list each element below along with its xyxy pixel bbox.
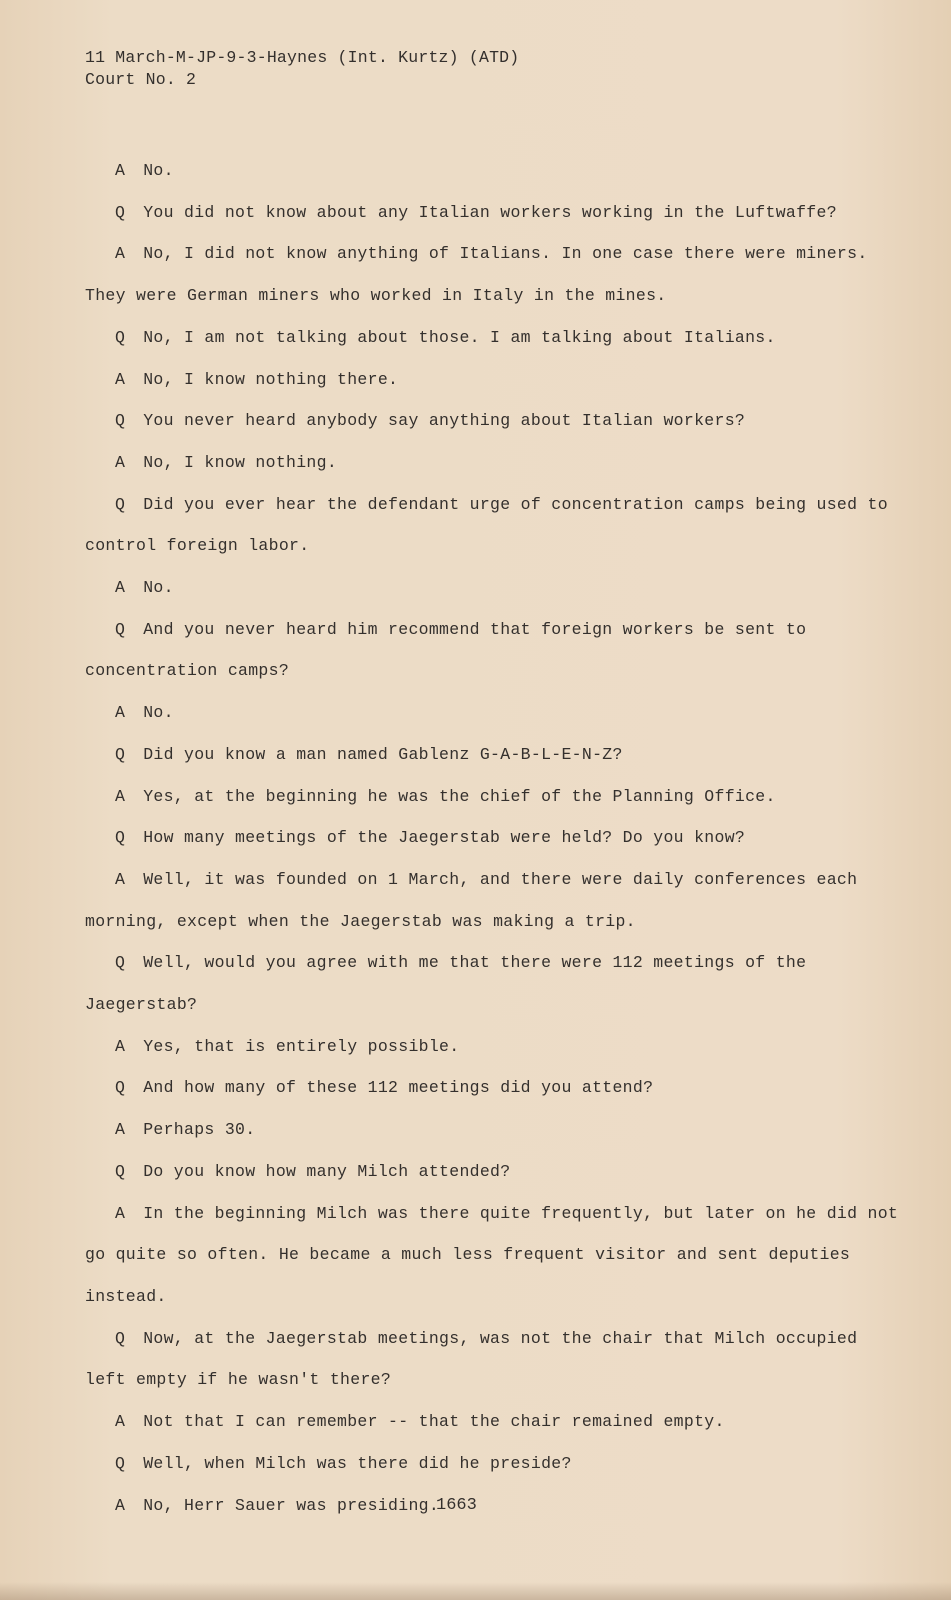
entry-text: Did you ever hear the defendant urge of concentration camps being used to control foreign labor. — [85, 494, 888, 556]
page-number: 1663 — [436, 1496, 477, 1515]
entry-text: How many meetings of the Jaegerstab were held? Do you know? — [143, 828, 746, 848]
header-court-line: Court No. 2 — [85, 70, 197, 89]
document-header — [85, 47, 519, 91]
entry-text: No, I did not know anything of Italians. In one case there were miners. They were German miners who worked in Italy in the mines. — [85, 244, 868, 306]
speaker-label: Q — [115, 1328, 126, 1348]
transcript-entry — [85, 942, 905, 1025]
transcript-entry — [85, 317, 905, 359]
speaker-label: Q — [115, 953, 126, 973]
transcript-entry — [85, 442, 905, 484]
transcript-entry — [85, 1318, 905, 1401]
entry-text: Do you know how many Milch attended? — [143, 1161, 511, 1181]
transcript-entry — [85, 359, 905, 401]
transcript-entry — [85, 150, 905, 192]
transcript-entry — [85, 233, 905, 316]
speaker-label: A — [115, 1120, 126, 1140]
speaker-label: A — [115, 1203, 126, 1223]
transcript-entry — [85, 1443, 905, 1485]
speaker-label: A — [115, 786, 126, 806]
speaker-label: A — [115, 1412, 126, 1432]
transcript-entry — [85, 776, 905, 818]
entry-text: And you never heard him recommend that foreign workers be sent to concentration camps? — [85, 619, 807, 681]
transcript-entry — [85, 734, 905, 776]
transcript-entry — [85, 567, 905, 609]
speaker-label: A — [115, 869, 126, 889]
speaker-label: A — [115, 703, 126, 723]
transcript-entry — [85, 1151, 905, 1193]
header-session-line: 11 March-M-JP-9-3-Haynes (Int. Kurtz) (ATD) — [85, 48, 520, 67]
entry-text: In the beginning Milch was there quite frequently, but later on he did not go quite so often. He became a much less frequent visitor and sent deputies instead. — [85, 1203, 899, 1306]
speaker-label: Q — [115, 494, 126, 514]
entry-text: Now, at the Jaegerstab meetings, was not the chair that Milch occupied left empty if he wasn't there? — [85, 1328, 858, 1390]
speaker-label: A — [115, 1495, 126, 1515]
transcript-entry — [85, 484, 905, 567]
transcript-entry — [85, 692, 905, 734]
transcript-entry — [85, 609, 905, 692]
entry-text: Yes, at the beginning he was the chief of the Planning Office. — [143, 786, 776, 806]
entry-text: Well, when Milch was there did he preside? — [143, 1453, 572, 1473]
transcript-entry — [85, 859, 905, 942]
speaker-label: A — [115, 369, 126, 389]
entry-text: No, I am not talking about those. I am talking about Italians. — [143, 327, 776, 347]
speaker-label: Q — [115, 1453, 126, 1473]
speaker-label: A — [115, 161, 126, 180]
transcript-entry — [85, 1485, 905, 1527]
speaker-label: A — [115, 1036, 126, 1056]
entry-text: No, I know nothing. — [143, 452, 338, 472]
entry-text: No. — [143, 161, 174, 180]
entry-text: Well, it was founded on 1 March, and there were daily conferences each morning, except when the Jaegerstab was making a trip. — [85, 869, 858, 931]
entry-text: No. — [143, 703, 174, 723]
speaker-label: Q — [115, 619, 126, 639]
speaker-label: Q — [115, 744, 126, 764]
transcript-entry — [85, 192, 905, 234]
transcript-body — [85, 150, 905, 1526]
transcript-entry — [85, 1401, 905, 1443]
entry-text: Did you know a man named Gablenz G-A-B-L-E-N-Z? — [143, 744, 623, 764]
entry-text: Well, would you agree with me that there were 112 meetings of the Jaegerstab? — [85, 953, 807, 1015]
entry-text: Not that I can remember -- that the chair remained empty. — [143, 1412, 725, 1432]
entry-text: No, Herr Sauer was presiding. — [143, 1495, 440, 1515]
transcript-entry — [85, 1109, 905, 1151]
speaker-label: A — [115, 578, 126, 598]
speaker-label: A — [115, 452, 126, 472]
page-edge-shadow — [0, 1582, 951, 1600]
speaker-label: Q — [115, 202, 126, 222]
entry-text: You never heard anybody say anything about Italian workers? — [143, 411, 746, 431]
transcript-entry — [85, 1026, 905, 1068]
transcript-entry — [85, 1193, 905, 1318]
transcript-entry — [85, 817, 905, 859]
entry-text: Perhaps 30. — [143, 1120, 256, 1140]
speaker-label: Q — [115, 828, 126, 848]
speaker-label: Q — [115, 1161, 126, 1181]
entry-text: And how many of these 112 meetings did you attend? — [143, 1078, 654, 1098]
entry-text: No. — [143, 578, 174, 598]
entry-text: You did not know about any Italian workers working in the Luftwaffe? — [143, 202, 837, 222]
speaker-label: A — [115, 244, 126, 264]
entry-text: No, I know nothing there. — [143, 369, 399, 389]
transcript-entry — [85, 400, 905, 442]
speaker-label: Q — [115, 411, 126, 431]
entry-text: Yes, that is entirely possible. — [143, 1036, 460, 1056]
speaker-label: Q — [115, 1078, 126, 1098]
transcript-entry — [85, 1067, 905, 1109]
speaker-label: Q — [115, 327, 126, 347]
